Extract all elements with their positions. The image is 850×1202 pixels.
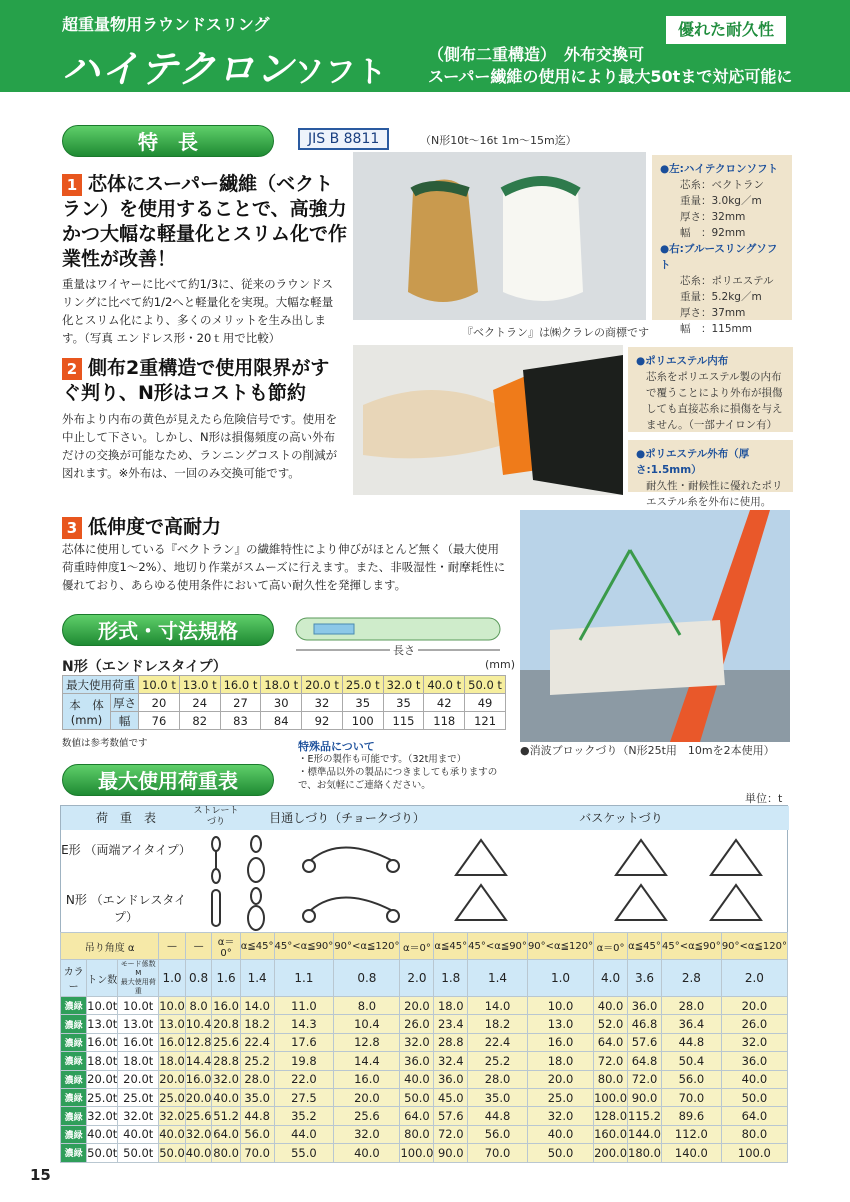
table-row	[61, 1088, 788, 1106]
load-value-cell: 18.2	[240, 1015, 274, 1033]
load-value-cell: 40.0	[721, 1070, 787, 1088]
load-value-cell: 32.0	[721, 1033, 787, 1051]
load-value-cell: 25.0	[527, 1088, 593, 1106]
crane-lifting-image	[520, 510, 790, 742]
thickness-cell: 20	[139, 694, 180, 712]
load-value-cell: 14.4	[185, 1052, 212, 1070]
load-value-cell: 80.0	[594, 1070, 628, 1088]
load-value-cell: 70.0	[468, 1144, 528, 1162]
thickness-row	[63, 694, 506, 712]
load-value-cell: 28.0	[240, 1070, 274, 1088]
special-line: ・標準品以外の製品につきましても承りますので、お気軽にご連絡ください。	[298, 767, 498, 791]
body-label: 本 体 (mm)	[63, 694, 111, 730]
color-cell: 濃緑	[61, 1125, 87, 1143]
spec-left-title: ●左:ハイテクロンソフト	[660, 163, 778, 175]
thickness-cell: 24	[179, 694, 220, 712]
max-load-header: 最大使用荷重	[63, 676, 139, 694]
tonnage-cell: 13.0t	[87, 1015, 118, 1033]
coef-cell: 1.6	[212, 960, 240, 997]
load-value-cell: 25.6	[185, 1107, 212, 1125]
sling-layers-photo	[353, 345, 623, 495]
max-load-cell: 20.0t	[118, 1070, 159, 1088]
spec-right-line: 厚さ：37mm	[680, 307, 746, 319]
special-products-note	[298, 740, 510, 792]
load-value-cell: 100.0	[400, 1144, 434, 1162]
load-value-cell: 40.0	[400, 1070, 434, 1088]
width-cell: 83	[220, 712, 261, 730]
tonnage-cell: 50.0t	[87, 1144, 118, 1162]
load-header: 50.0 t	[465, 676, 506, 694]
features-pill: 特 長	[62, 125, 274, 157]
coef-cell: 1.1	[274, 960, 334, 997]
load-value-cell: 20.0	[334, 1088, 400, 1106]
max-load-cell: 13.0t	[118, 1015, 159, 1033]
load-value-cell: 200.0	[594, 1144, 628, 1162]
load-value-cell: 8.0	[334, 997, 400, 1015]
col-mode: モード係数 M 最大使用荷重	[118, 960, 159, 997]
load-header: 25.0 t	[342, 676, 383, 694]
header-right-line2: スーパー繊維の使用により最大50tまで対応可能に	[428, 67, 793, 86]
table-row	[61, 997, 788, 1015]
load-value-cell: 40.0	[212, 1088, 240, 1106]
load-value-cell: 40.0	[159, 1125, 186, 1143]
tonnage-cell: 40.0t	[87, 1125, 118, 1143]
coef-cell: 1.0	[159, 960, 186, 997]
product-title-soft: ソフト	[294, 55, 388, 90]
load-value-cell: 50.0	[721, 1088, 787, 1106]
color-cell: 濃緑	[61, 1033, 87, 1051]
load-table-header-block	[60, 805, 788, 933]
load-value-cell: 45.0	[434, 1088, 468, 1106]
angle-cell: —	[185, 933, 212, 960]
load-value-cell: 40.0	[185, 1144, 212, 1162]
load-value-cell: 16.0	[212, 997, 240, 1015]
angle-cell: α≦45°	[434, 933, 468, 960]
col-color: カラー	[61, 960, 87, 997]
n-type-label: N形 （エンドレスタイプ）	[65, 893, 187, 924]
sling-cross-section-image	[353, 152, 646, 320]
load-header: 20.0 t	[302, 676, 343, 694]
load-value-cell: 20.8	[212, 1015, 240, 1033]
load-value-cell: 72.0	[594, 1052, 628, 1070]
h-table: 荷 重 表	[95, 811, 156, 825]
angle-cell: —	[159, 933, 186, 960]
load-value-cell: 20.0	[400, 997, 434, 1015]
outer-cloth-body: 耐久性・耐候性に優れたポリエステル糸を外布に使用。	[646, 480, 783, 508]
color-cell: 濃緑	[61, 1107, 87, 1125]
spec-right-line: 重量：5.2kg／m	[680, 291, 762, 303]
load-value-cell: 28.0	[661, 997, 721, 1015]
load-value-cell: 11.0	[274, 997, 334, 1015]
load-value-cell: 14.0	[240, 997, 274, 1015]
load-value-cell: 52.0	[594, 1015, 628, 1033]
load-value-cell: 32.4	[434, 1052, 468, 1070]
angle-cell: α≦45°	[240, 933, 274, 960]
load-value-cell: 89.6	[661, 1107, 721, 1125]
h-straight: ストレートづり	[193, 806, 239, 827]
load-value-cell: 22.4	[468, 1033, 528, 1051]
load-value-cell: 19.8	[274, 1052, 334, 1070]
load-value-cell: 44.8	[661, 1033, 721, 1051]
table-row	[61, 1107, 788, 1125]
load-value-cell: 100.0	[594, 1088, 628, 1106]
tonnage-cell: 25.0t	[87, 1088, 118, 1106]
coef-cell: 2.8	[661, 960, 721, 997]
load-value-cell: 44.0	[274, 1125, 334, 1143]
tonnage-cell: 18.0t	[87, 1052, 118, 1070]
load-value-cell: 56.0	[240, 1125, 274, 1143]
spec-left-line: 厚さ：32mm	[680, 211, 746, 223]
angle-cell: 45°<α≦90°	[661, 933, 721, 960]
thickness-label: 厚さ	[111, 694, 139, 712]
inner-cloth-title: ●ポリエステル内布	[636, 355, 729, 367]
load-value-cell: 14.4	[334, 1052, 400, 1070]
tonnage-cell: 16.0t	[87, 1033, 118, 1051]
color-cell: 濃緑	[61, 1088, 87, 1106]
angle-cell: 90°<α≦120°	[721, 933, 787, 960]
load-value-cell: 64.0	[212, 1125, 240, 1143]
load-value-cell: 35.0	[468, 1088, 528, 1106]
tonnage-cell: 10.0t	[87, 997, 118, 1015]
load-value-cell: 25.6	[212, 1033, 240, 1051]
load-value-cell: 32.0	[212, 1070, 240, 1088]
reference-note: 数値は参考数値です	[62, 738, 148, 749]
load-value-cell: 64.0	[721, 1107, 787, 1125]
table-row	[61, 1070, 788, 1088]
load-value-cell: 44.8	[468, 1107, 528, 1125]
spec-right-title: ●右:ブルースリングソフト	[660, 243, 778, 271]
color-cell: 濃緑	[61, 997, 87, 1015]
durability-badge: 優れた耐久性	[666, 16, 786, 44]
feature-1-number: 1	[62, 174, 82, 196]
load-value-cell: 32.0	[400, 1033, 434, 1051]
width-cell: 115	[383, 712, 424, 730]
spec-box	[652, 155, 792, 335]
width-label: 幅	[111, 712, 139, 730]
feature-2-heading: 2 側布2重構造で使用限界がすぐ判り、N形はコストも節約	[62, 357, 330, 404]
load-value-cell: 22.4	[240, 1033, 274, 1051]
load-value-cell: 18.0	[159, 1052, 186, 1070]
load-value-cell: 180.0	[628, 1144, 662, 1162]
coef-cell: 3.6	[628, 960, 662, 997]
load-value-cell: 32.0	[185, 1125, 212, 1143]
header-banner	[0, 0, 850, 92]
special-line: ・E形の製作も可能です。（32t用まで）	[298, 754, 467, 765]
load-value-cell: 14.0	[468, 997, 528, 1015]
load-value-cell: 17.6	[274, 1033, 334, 1051]
load-value-cell: 57.6	[434, 1107, 468, 1125]
angle-cell: α＝0°	[400, 933, 434, 960]
max-load-cell: 40.0t	[118, 1125, 159, 1143]
header-subtitle: 超重量物用ラウンドスリング	[62, 15, 270, 34]
tonnage-cell: 32.0t	[87, 1107, 118, 1125]
product-title-main: ハイテクロン	[62, 47, 295, 91]
feature-3-body: 芯体に使用している『ベクトラン』の繊維特性により伸びがほとんど無く（最大使用荷重時伸度1～2%）、地切り作業がスムーズに行えます。また、非吸湿性・耐摩耗性に優れており、あらゆる使用条件において高い耐久性を発揮します。	[62, 542, 506, 592]
load-value-cell: 44.8	[240, 1107, 274, 1125]
load-table	[60, 932, 788, 1163]
coef-cell: 2.0	[400, 960, 434, 997]
product-title	[62, 38, 387, 93]
angle-label: 吊り角度 α	[61, 933, 159, 960]
load-value-cell: 32.0	[334, 1125, 400, 1143]
max-load-cell: 16.0t	[118, 1033, 159, 1051]
load-value-cell: 56.0	[661, 1070, 721, 1088]
load-value-cell: 26.0	[400, 1015, 434, 1033]
load-value-cell: 8.0	[185, 997, 212, 1015]
thickness-cell: 49	[465, 694, 506, 712]
angle-cell: α≦45°	[628, 933, 662, 960]
table-row	[61, 1015, 788, 1033]
e-type-label: E形 （両端アイタイプ）	[61, 843, 191, 857]
crane-photo	[520, 510, 790, 742]
load-value-cell: 16.0	[185, 1070, 212, 1088]
table-row	[61, 1033, 788, 1051]
load-value-cell: 64.8	[628, 1052, 662, 1070]
thickness-cell: 32	[302, 694, 343, 712]
page-number: 15	[30, 1166, 51, 1184]
load-table-body	[61, 997, 788, 1163]
tonnage-cell: 20.0t	[87, 1070, 118, 1088]
feature-3-heading: 3 低伸度で高耐力	[62, 515, 502, 540]
width-cell: 82	[179, 712, 220, 730]
header-right-line1: （側布二重構造） 外布交換可	[428, 45, 645, 64]
coef-cell: 1.4	[468, 960, 528, 997]
load-value-cell: 50.0	[159, 1144, 186, 1162]
load-value-cell: 36.4	[661, 1015, 721, 1033]
load-value-cell: 36.0	[628, 997, 662, 1015]
width-cell: 84	[261, 712, 302, 730]
feature-1-heading: 1 芯体にスーパー繊維（ベクトラン）を使用することで、高強力かつ大幅な軽量化とスリム化で作業性が改善！	[62, 173, 348, 270]
load-value-cell: 115.2	[628, 1107, 662, 1125]
load-value-cell: 10.4	[334, 1015, 400, 1033]
load-value-cell: 32.0	[527, 1107, 593, 1125]
load-value-cell: 140.0	[661, 1144, 721, 1162]
load-value-cell: 20.0	[185, 1088, 212, 1106]
color-cell: 濃緑	[61, 1052, 87, 1070]
load-value-cell: 12.8	[334, 1033, 400, 1051]
load-value-cell: 90.0	[628, 1088, 662, 1106]
feature-2-number: 2	[62, 358, 82, 380]
thickness-cell: 35	[383, 694, 424, 712]
max-load-cell: 32.0t	[118, 1107, 159, 1125]
inner-cloth-body: 芯糸をポリエステル製の内布で覆うことにより外布が損傷しても直接芯糸に損傷を与えません。（一部ナイロン有）	[646, 371, 783, 431]
load-value-cell: 36.0	[434, 1070, 468, 1088]
coef-cell: 2.0	[721, 960, 787, 997]
thickness-cell: 42	[424, 694, 465, 712]
load-value-cell: 16.0	[334, 1070, 400, 1088]
angle-cell: α＝0°	[594, 933, 628, 960]
n-type-subtitle: N形（エンドレスタイプ）	[62, 659, 227, 675]
coef-cell: 1.0	[527, 960, 593, 997]
outer-cloth-title: ●ポリエステル外布（厚さ:1.5mm）	[636, 448, 750, 476]
load-value-cell: 32.0	[159, 1107, 186, 1125]
load-value-cell: 25.2	[468, 1052, 528, 1070]
feature-3-number: 3	[62, 517, 82, 539]
rigging-diagrams	[191, 830, 789, 934]
load-value-cell: 50.0	[527, 1144, 593, 1162]
load-value-cell: 50.4	[661, 1052, 721, 1070]
sling-comparison-photo	[353, 152, 646, 320]
thickness-cell: 30	[261, 694, 302, 712]
thickness-cell: 35	[342, 694, 383, 712]
load-value-cell: 35.2	[274, 1107, 334, 1125]
load-value-cell: 144.0	[628, 1125, 662, 1143]
load-value-cell: 40.0	[334, 1144, 400, 1162]
load-value-cell: 12.8	[185, 1033, 212, 1051]
coefficient-row	[61, 960, 788, 997]
load-value-cell: 18.0	[527, 1052, 593, 1070]
spec-left-line: 重量：3.0kg／m	[680, 195, 762, 207]
angle-cell: 90°<α≦120°	[334, 933, 400, 960]
load-value-cell: 20.0	[527, 1070, 593, 1088]
load-value-cell: 46.8	[628, 1015, 662, 1033]
spec-left-line: 芯糸：ベクトラン	[680, 179, 764, 191]
load-value-cell: 64.0	[400, 1107, 434, 1125]
max-load-cell: 25.0t	[118, 1088, 159, 1106]
table-row	[61, 1125, 788, 1143]
spec-right-line: 芯糸：ポリエステル	[680, 275, 774, 287]
load-value-cell: 56.0	[468, 1125, 528, 1143]
table-row	[61, 1052, 788, 1070]
load-value-cell: 10.0	[527, 997, 593, 1015]
angle-cell: 90°<α≦120°	[527, 933, 593, 960]
load-header: 40.0 t	[424, 676, 465, 694]
load-value-cell: 40.0	[527, 1125, 593, 1143]
col-tonnage: トン数	[87, 960, 118, 997]
load-header: 13.0 t	[179, 676, 220, 694]
load-value-cell: 90.0	[434, 1144, 468, 1162]
load-header: 32.0 t	[383, 676, 424, 694]
load-value-cell: 27.5	[274, 1088, 334, 1106]
load-value-cell: 25.6	[334, 1107, 400, 1125]
h-choke: 目通しづり（チョークづり）	[269, 811, 425, 825]
thickness-cell: 27	[220, 694, 261, 712]
width-row	[63, 712, 506, 730]
color-cell: 濃緑	[61, 1070, 87, 1088]
dimensions-unit: (mm)	[485, 658, 516, 671]
load-value-cell: 13.0	[159, 1015, 186, 1033]
load-value-cell: 50.0	[400, 1088, 434, 1106]
outer-cloth-note	[628, 440, 793, 508]
jis-note: （N形10t～16t 1m～15m迄）	[420, 134, 577, 147]
sling-layers-image	[353, 345, 623, 495]
feature-1-body: 重量はワイヤーに比べて約1/3に、従来のラウンドスリングに比べて約1/2へと軽量化を実現。大幅な軽量化とスリム化により、多くのメリットを生み出します。（写真 エンドレス形・20ｔ用で比較）	[62, 277, 334, 345]
load-header: 10.0 t	[139, 676, 180, 694]
load-value-cell: 26.0	[721, 1015, 787, 1033]
table-row	[61, 1144, 788, 1162]
load-table-pill: 最大使用荷重表	[62, 764, 274, 796]
inner-cloth-note	[628, 347, 793, 432]
load-value-cell: 55.0	[274, 1144, 334, 1162]
load-value-cell: 25.2	[240, 1052, 274, 1070]
width-cell: 92	[302, 712, 343, 730]
load-value-cell: 36.0	[721, 1052, 787, 1070]
angle-cell: 45°<α≦90°	[468, 933, 528, 960]
load-value-cell: 35.0	[240, 1088, 274, 1106]
load-value-cell: 13.0	[527, 1015, 593, 1033]
special-title: 特殊品について	[298, 740, 375, 753]
load-header: 16.0 t	[220, 676, 261, 694]
load-value-cell: 28.0	[468, 1070, 528, 1088]
width-cell: 100	[342, 712, 383, 730]
max-load-cell: 18.0t	[118, 1052, 159, 1070]
width-cell: 118	[424, 712, 465, 730]
load-value-cell: 22.0	[274, 1070, 334, 1088]
load-value-cell: 23.4	[434, 1015, 468, 1033]
load-value-cell: 160.0	[594, 1125, 628, 1143]
load-value-cell: 10.4	[185, 1015, 212, 1033]
angle-row	[61, 933, 788, 960]
load-value-cell: 28.8	[212, 1052, 240, 1070]
width-cell: 121	[465, 712, 506, 730]
load-value-cell: 18.2	[468, 1015, 528, 1033]
load-value-cell: 100.0	[721, 1144, 787, 1162]
feature-2-body: 外布より内布の黄色が見えたら危険信号です。使用を中止して下さい。しかし、N形は損傷頻度の高い外布だけの交換が可能なため、ランニングコストの削減が図れます。※外布は、一回のみ交換可能です。	[62, 412, 338, 480]
load-value-cell: 40.0	[594, 997, 628, 1015]
load-value-cell: 128.0	[594, 1107, 628, 1125]
dimensions-header-row	[63, 676, 506, 694]
color-cell: 濃緑	[61, 1015, 87, 1033]
dimensions-table	[62, 675, 506, 730]
load-value-cell: 70.0	[661, 1088, 721, 1106]
load-value-cell: 14.3	[274, 1015, 334, 1033]
load-table-unit: 単位：t	[745, 792, 783, 805]
load-value-cell: 16.0	[527, 1033, 593, 1051]
load-value-cell: 57.6	[628, 1033, 662, 1051]
load-value-cell: 72.0	[628, 1070, 662, 1088]
load-value-cell: 72.0	[434, 1125, 468, 1143]
load-value-cell: 10.0	[159, 997, 186, 1015]
max-load-cell: 10.0t	[118, 997, 159, 1015]
width-cell: 76	[139, 712, 180, 730]
coef-cell: 0.8	[334, 960, 400, 997]
color-cell: 濃緑	[61, 1144, 87, 1162]
load-value-cell: 25.0	[159, 1088, 186, 1106]
spec-left-line: 幅 ：92mm	[680, 227, 746, 239]
spec-right-line: 幅 ：115mm	[680, 323, 752, 335]
photo-1-caption: 『ベクトラン』は㈱クラレの商標です	[462, 326, 649, 339]
load-value-cell: 112.0	[661, 1125, 721, 1143]
coef-cell: 4.0	[594, 960, 628, 997]
load-value-cell: 80.0	[721, 1125, 787, 1143]
load-value-cell: 51.2	[212, 1107, 240, 1125]
coef-cell: 0.8	[185, 960, 212, 997]
jis-badge: JIS B 8811	[298, 128, 389, 150]
load-value-cell: 28.8	[434, 1033, 468, 1051]
load-value-cell: 70.0	[240, 1144, 274, 1162]
dimensions-pill: 形式・寸法規格	[62, 614, 274, 646]
load-header: 18.0 t	[261, 676, 302, 694]
angle-cell: α＝0°	[212, 933, 240, 960]
load-value-cell: 80.0	[400, 1125, 434, 1143]
photo-3-caption: ●消波ブロックづり（N形25t用 10mを2本使用）	[520, 744, 775, 757]
load-value-cell: 20.0	[159, 1070, 186, 1088]
angle-cell: 45°<α≦90°	[274, 933, 334, 960]
length-label: 長さ	[390, 642, 418, 658]
coef-cell: 1.4	[240, 960, 274, 997]
load-value-cell: 16.0	[159, 1033, 186, 1051]
max-load-cell: 50.0t	[118, 1144, 159, 1162]
h-basket: バスケットづり	[579, 811, 663, 825]
load-value-cell: 18.0	[434, 997, 468, 1015]
load-value-cell: 80.0	[212, 1144, 240, 1162]
load-value-cell: 36.0	[400, 1052, 434, 1070]
load-value-cell: 64.0	[594, 1033, 628, 1051]
coef-cell: 1.8	[434, 960, 468, 997]
load-value-cell: 20.0	[721, 997, 787, 1015]
